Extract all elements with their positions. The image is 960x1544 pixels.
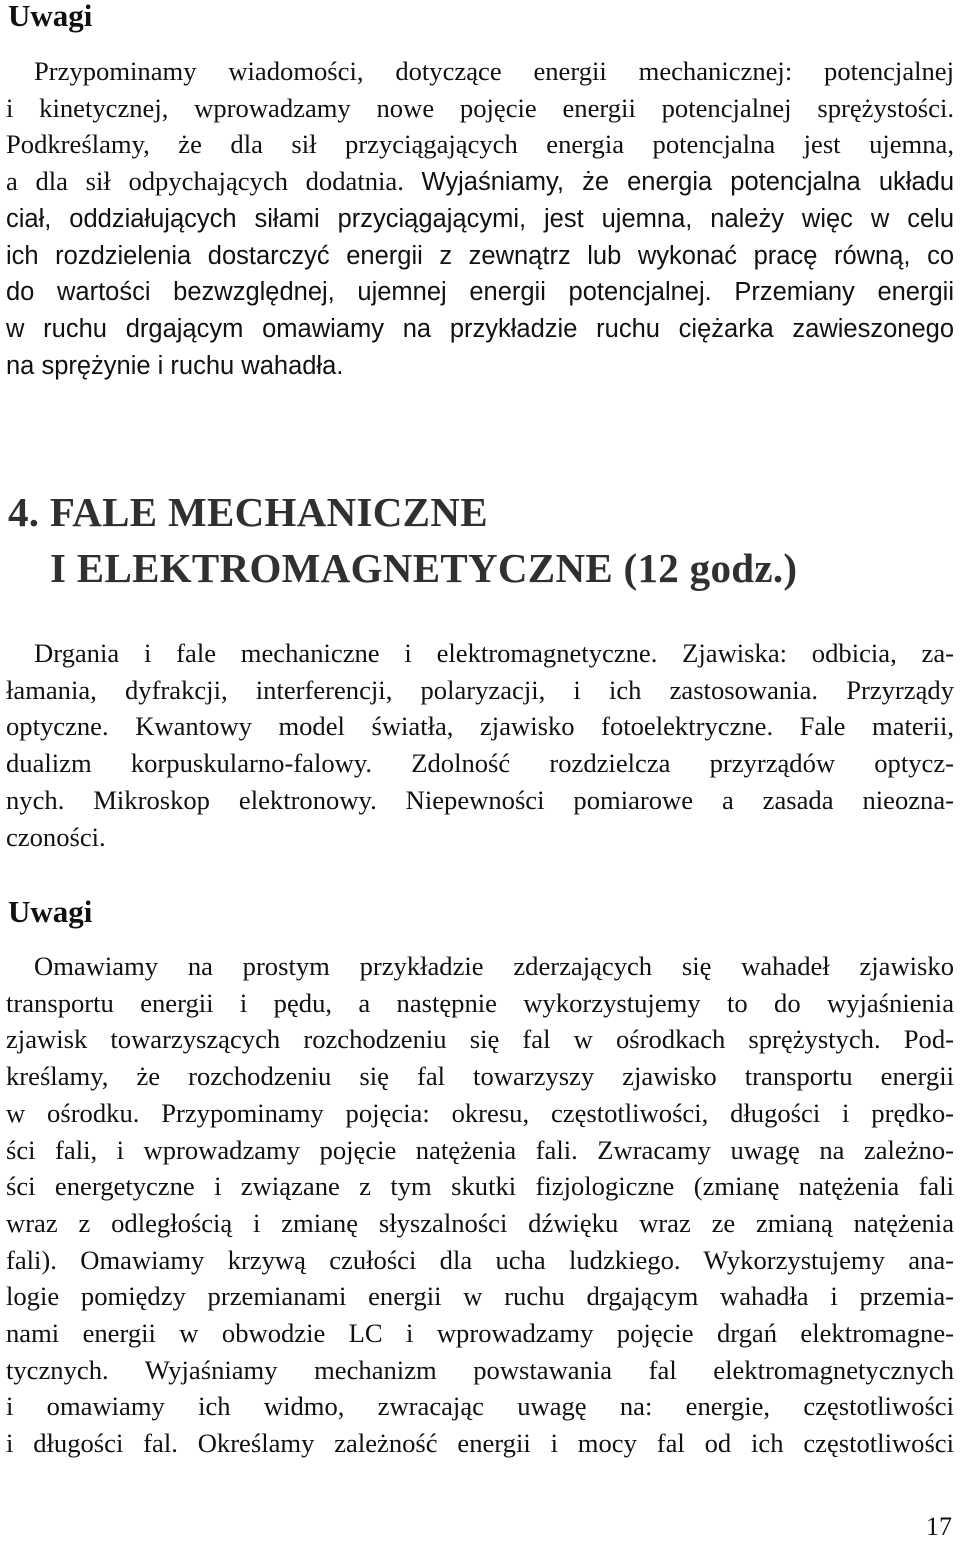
text-line: fali). Omawiamy krzywą czułości dla ucha ludzkiego. Wykorzystujemy ana- [6, 1244, 954, 1275]
paragraph-notes-waves [6, 948, 954, 1462]
text-line: wraz z odległością i zmianę słyszalności dźwięku wraz ze zmianą natężenia [6, 1207, 954, 1238]
chapter-title [8, 484, 797, 596]
text-line: łamania, dyfrakcji, interferencji, polaryzacji, i ich zastosowania. Przyrządy [6, 674, 954, 705]
text-line: ści fali, i wprowadzamy pojęcie natężenia fali. Zwracamy uwagę na zależno- [6, 1134, 954, 1165]
section-heading-uwagi: Uwagi [8, 894, 93, 929]
text-line: zjawisk towarzyszących rozchodzeniu się fal w ośrodkach sprężystych. Pod- [6, 1024, 954, 1055]
text-line: nych. Mikroskop elektronowy. Niepewności pomiarowe a zasada nieozna- [6, 784, 954, 815]
text-line: na sprężynie i ruchu wahadła. [6, 351, 344, 380]
text-line: kreślamy, że rozchodzeniu się fal towarzyszy zjawisko transportu energii [6, 1061, 954, 1092]
text-line: tycznych. Wyjaśniamy mechanizm powstawania fal elektromagnetycznych [6, 1354, 954, 1385]
text-line: optyczne. Kwantowy model światła, zjawisko fotoelektryczne. Fale materii, [6, 711, 954, 742]
text-line: i długości fal. Określamy zależność energii i mocy fal od ich częstotliwości [6, 1428, 954, 1459]
text-line: ciał, oddziałujących siłami przyciągającymi, jest ujemna, należy więc w celu [6, 204, 954, 233]
text-line: w ośrodku. Przypominamy pojęcia: okresu, częstotliwości, długości i prędko- [6, 1097, 954, 1128]
text-line: ści energetyczne i związane z tym skutki fizjologiczne (zmianę natężenia fali [6, 1171, 954, 1202]
text-line: czoności. [6, 821, 106, 852]
text-line-mixed [6, 163, 954, 201]
text-line: Podkreślamy, że dla sił przyciągających energia potencjalna jest ujemna, [6, 129, 954, 160]
text-line: Przypominamy wiadomości, dotyczące energii mechanicznej: potencjalnej [34, 56, 954, 86]
paragraph-topics [6, 635, 954, 855]
text-line: w ruchu drgającym omawiamy na przykładzie ruchu ciężarka zawieszonego [6, 314, 954, 343]
text-fragment: Wyjaśniamy, że energia potencjalna układu [421, 168, 955, 197]
text-line: logie pomiędzy przemianami energii w ruchu drgającym wahadła i przemia- [6, 1281, 954, 1312]
text-line: i kinetycznej, wprowadzamy nowe pojęcie energii potencjalnej sprężystości. [6, 92, 954, 123]
chapter-title-line: 4. FALE MECHANICZNE [8, 489, 488, 535]
text-line: dualizm korpuskularno-falowy. Zdolność rozdzielcza przyrządów optycz- [6, 748, 954, 779]
chapter-title-line: I ELEKTROMAGNETYCZNE (12 godz.) [50, 545, 798, 591]
page-number: 17 [926, 1512, 952, 1541]
text-line: nami energii w obwodzie LC i wprowadzamy pojęcie drgań elektromagne- [6, 1318, 954, 1349]
paragraph-notes-energy [6, 53, 954, 384]
text-fragment: a dla sił odpychających dodatnia. [6, 166, 404, 197]
text-line: do wartości bezwzględnej, ujemnej energii potencjalnej. Przemiany energii [6, 278, 954, 307]
text-line: i omawiamy ich widmo, zwracając uwagę na: energie, częstotliwości [6, 1391, 954, 1422]
text-line: Drgania i fale mechaniczne i elektromagnetyczne. Zjawiska: odbicia, za- [34, 638, 954, 668]
text-line: Omawiamy na prostym przykładzie zderzających się wahadeł zjawisko [34, 951, 954, 981]
text-line: transportu energii i pędu, a następnie wykorzystujemy to do wyjaśnienia [6, 987, 954, 1018]
section-heading-uwagi: Uwagi [8, 0, 93, 33]
text-line: ich rozdzielenia dostarczyć energii z zewnątrz lub wykonać pracę równą, co [6, 241, 954, 270]
